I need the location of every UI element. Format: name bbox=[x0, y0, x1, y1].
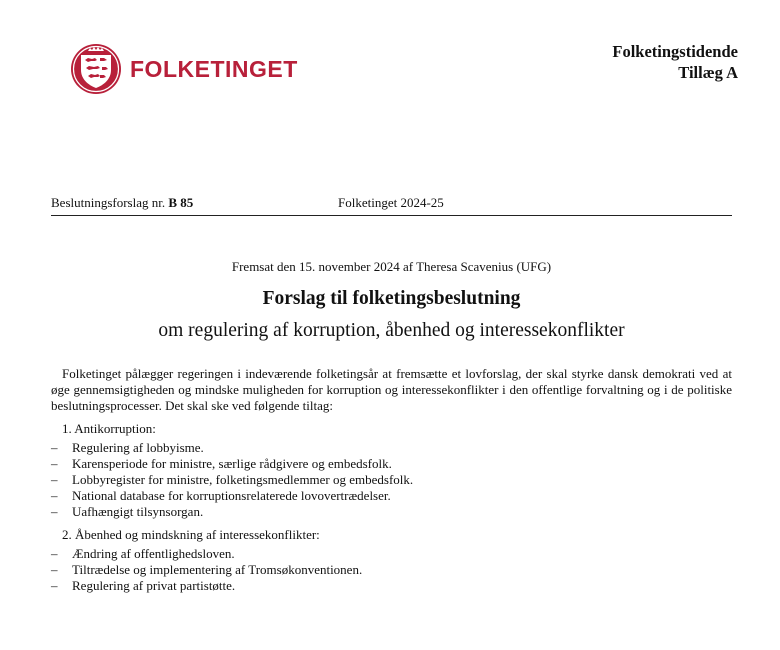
list-item-text: Karensperiode for ministre, særlige rådgivere og embedsfolk. bbox=[72, 456, 392, 471]
list-item-text: Uafhængigt tilsynsorgan. bbox=[72, 504, 204, 519]
proposal-number bbox=[51, 195, 193, 211]
intro-paragraph: Folketinget pålægger regeringen i indeværende folketingsår at fremsætte et lovforslag, der skal styrke dansk demokrati ved at øge gennemsigtigheden og mindske muligheden for korruption og interessekonflikter i den offentlige forvaltning og i de politiske beslutningsprocesser. Det skal ske ved følgende tiltag: bbox=[51, 366, 732, 413]
list-item bbox=[51, 456, 732, 472]
section-title: 2. Åbenhed og mindskning af interessekonflikter: bbox=[62, 527, 320, 542]
list-item bbox=[51, 578, 732, 594]
list-item bbox=[51, 546, 732, 562]
dash-marker: – bbox=[51, 472, 58, 487]
proposer-line: Fremsat den 15. november 2024 af Theresa Scavenius (UFG) bbox=[231, 259, 552, 274]
document-subtitle: om regulering af korruption, åbenhed og interessekonflikter bbox=[158, 320, 625, 341]
header-divider bbox=[51, 215, 732, 216]
list-item-text: National database for korruptionsrelaterede lovovertrædelser. bbox=[72, 488, 391, 503]
session-label: Folketinget 2024-25 bbox=[338, 195, 444, 210]
section-aabenhed bbox=[51, 527, 732, 594]
dash-marker: – bbox=[51, 488, 58, 503]
dash-marker: – bbox=[51, 546, 58, 561]
list-item-text: Regulering af privat partistøtte. bbox=[72, 578, 236, 593]
list-item-text: Tiltrædelse og implementering af Tromsøkonventionen. bbox=[72, 562, 363, 577]
supplement-label: Tillæg A bbox=[678, 63, 738, 82]
publication-header bbox=[612, 41, 738, 83]
folketinget-logo bbox=[70, 43, 298, 95]
list-item bbox=[51, 472, 732, 488]
list-item bbox=[51, 504, 732, 520]
section-items bbox=[51, 440, 732, 520]
dash-marker: – bbox=[51, 504, 58, 519]
logo-wordmark: FOLKETINGET bbox=[130, 55, 298, 82]
list-item-text: Ændring af offentlighedsloven. bbox=[72, 546, 235, 561]
section-antikorruption bbox=[51, 421, 732, 520]
dash-marker: – bbox=[51, 440, 58, 455]
section-title: 1. Antikorruption: bbox=[62, 421, 156, 436]
list-item bbox=[51, 440, 732, 456]
dash-marker: – bbox=[51, 562, 58, 577]
section-items bbox=[51, 546, 732, 594]
publication-title: Folketingstidende bbox=[612, 42, 738, 61]
document-body bbox=[51, 366, 732, 594]
list-item-text: Regulering af lobbyisme. bbox=[72, 440, 204, 455]
document-title: Forslag til folketingsbeslutning bbox=[262, 288, 521, 309]
proposal-prefix: Beslutningsforslag nr. bbox=[51, 195, 166, 210]
coat-of-arms-icon bbox=[70, 43, 122, 95]
dash-marker: – bbox=[51, 456, 58, 471]
list-item bbox=[51, 562, 732, 578]
list-item bbox=[51, 488, 732, 504]
list-item-text: Lobbyregister for ministre, folketingsmedlemmer og embedsfolk. bbox=[72, 472, 414, 487]
proposal-id: B 85 bbox=[168, 195, 194, 210]
dash-marker: – bbox=[51, 578, 58, 593]
